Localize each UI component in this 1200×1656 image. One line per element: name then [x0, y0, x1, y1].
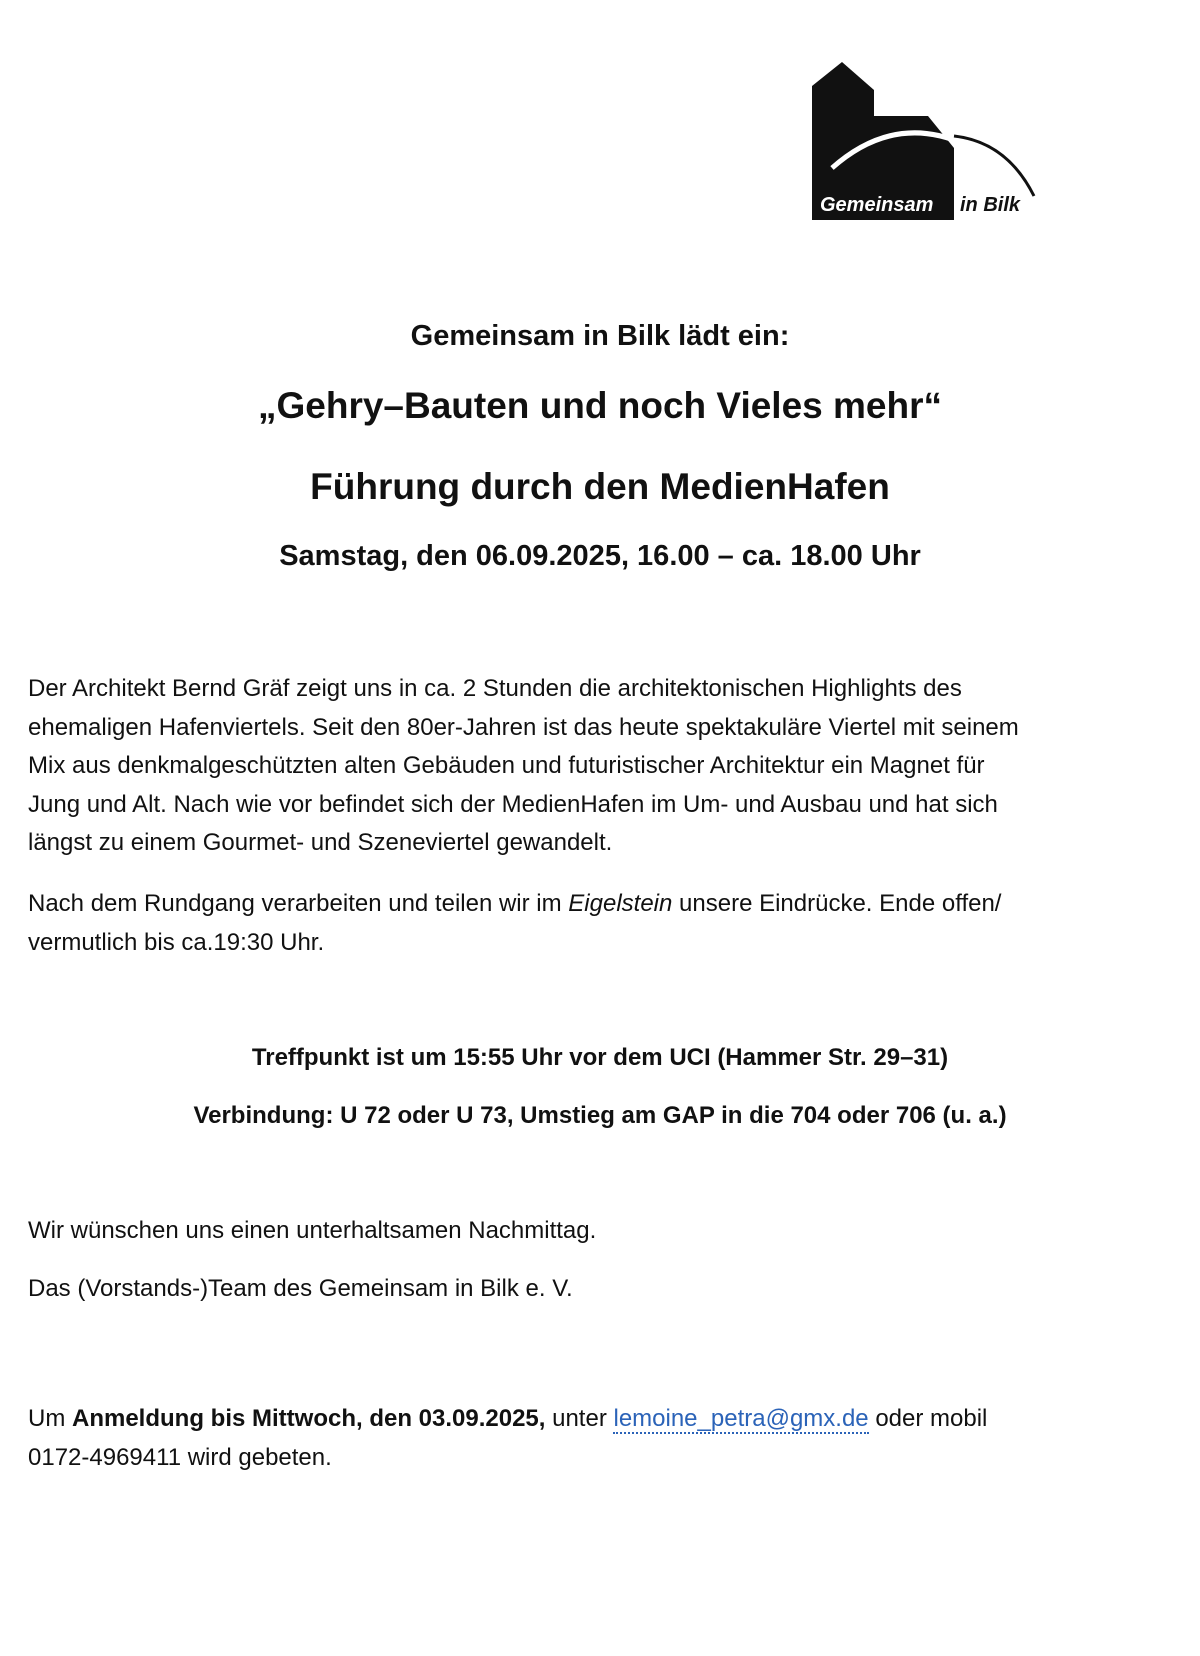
event-title: „Gehry–Bauten und noch Vieles mehr“	[258, 385, 942, 426]
description-line: Mix aus denkmalgeschützten alten Gebäuden und futuristischer Architektur ein Magnet für	[28, 752, 985, 779]
description-line: Der Architekt Bernd Gräf zeigt uns in ca. 2 Stunden die architektonischen Highlights des	[28, 675, 962, 702]
email-link[interactable]: lemoine_petra@gmx.de	[613, 1405, 869, 1432]
event-date: Samstag, den 06.09.2025, 16.00 – ca. 18.00 Uhr	[279, 540, 921, 572]
closing-team: Das (Vorstands-)Team des Gemeinsam in Bilk e. V.	[28, 1275, 573, 1302]
registration-deadline: Anmeldung bis Mittwoch, den 03.09.2025,	[72, 1405, 546, 1432]
event-subtitle: Führung durch den MedienHafen	[310, 466, 890, 507]
registration-text: Um	[28, 1405, 72, 1432]
description-line: Jung und Alt. Nach wie vor befindet sich der MedienHafen im Um- und Ausbau und hat sich	[28, 790, 998, 818]
meeting-point: Treffpunkt ist um 15:55 Uhr vor dem UCI (Hammer Str. 29–31)	[251, 1044, 949, 1071]
after-tour-text: vermutlich bis ca.19:30 Uhr.	[28, 928, 325, 956]
organization-logo	[812, 58, 1102, 248]
description-paragraph	[28, 670, 1178, 863]
after-tour-text: unsere Eindrücke. Ende offen/	[672, 890, 1002, 917]
registration-text: oder mobil	[868, 1405, 988, 1432]
closing-wish: Wir wünschen uns einen unterhaltsamen Nachmittag.	[28, 1217, 597, 1244]
registration-phone: 0172-4969411 wird gebeten.	[28, 1443, 332, 1471]
after-tour-paragraph	[28, 885, 1178, 962]
registration-paragraph	[28, 1400, 1178, 1477]
after-tour-place: Eigelstein	[568, 890, 673, 917]
logo-name-main: Gemeinsam	[820, 194, 934, 216]
logo-name-suffix: in Bilk	[960, 194, 1021, 216]
logo-tower-shape	[812, 62, 874, 128]
description-line: längst zu einem Gourmet- und Szeneviertel gewandelt.	[28, 829, 613, 856]
description-line: ehemaligen Hafenviertels. Seit den 80er-Jahren ist das heute spektakuläre Viertel mit seinem	[28, 713, 1019, 741]
invite-heading: Gemeinsam in Bilk lädt ein:	[410, 320, 790, 352]
registration-text: unter	[545, 1405, 614, 1432]
after-tour-text: Nach dem Rundgang verarbeiten und teilen wir im	[28, 890, 569, 917]
transit-connection: Verbindung: U 72 oder U 73, Umstieg am GAP in die 704 oder 706 (u. a.)	[193, 1102, 1007, 1129]
